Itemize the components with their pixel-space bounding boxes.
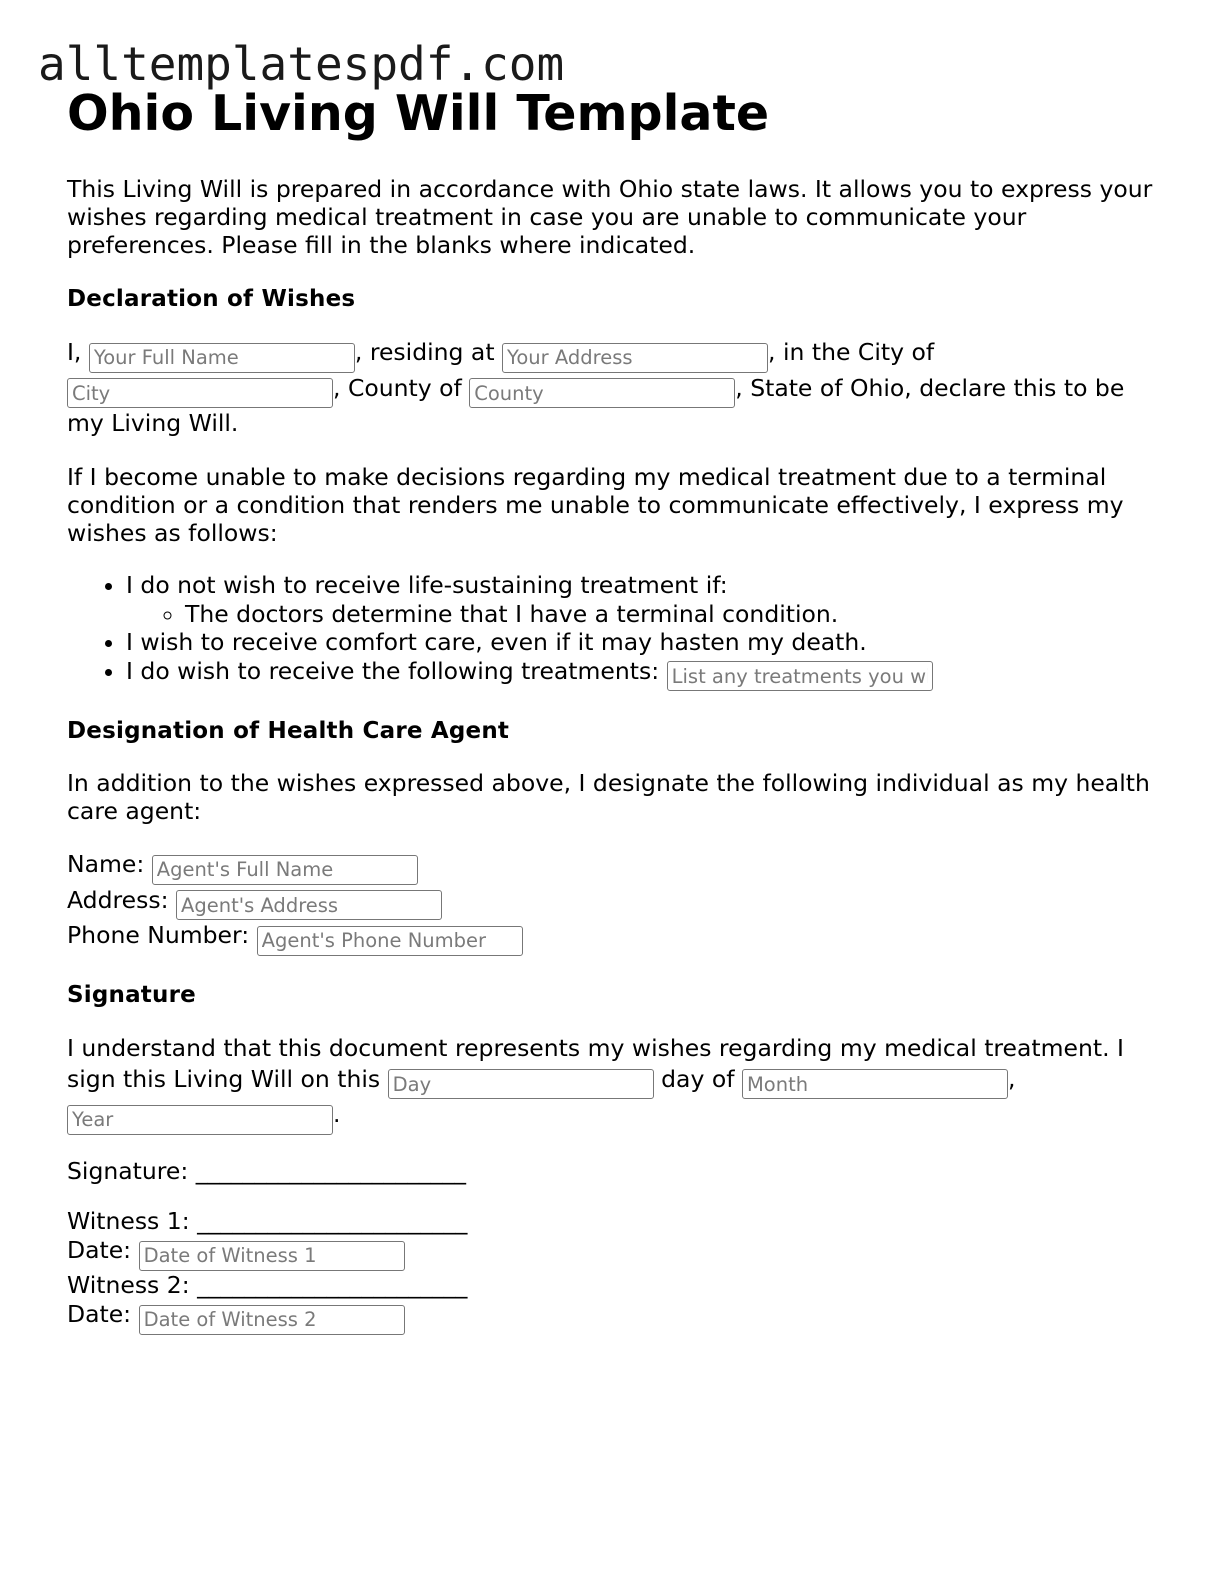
signature-line[interactable]: _______________________ [195,1156,467,1185]
list-item [126,657,1157,692]
agent-heading: Designation of Health Care Agent [67,718,510,744]
declaration-paragraph [67,337,1157,439]
signature-text-3: , [1007,1064,1016,1093]
wish-comfort-care: I wish to receive comfort care, even if it may hasten my death. [126,628,867,656]
agent-name-label: Name: [67,850,145,878]
address-input[interactable] [502,343,768,373]
list-item [185,600,1157,629]
witness-block [67,1207,1157,1335]
full-name-input[interactable] [89,343,355,373]
document-page [67,86,1157,1335]
signature-label: Signature: [67,1156,189,1185]
wish-no-life-sustaining: I do not wish to receive life-sustaining treatment if: [126,571,728,599]
witness1-date-input[interactable] [139,1241,405,1271]
witness2-label: Witness 2: [67,1270,190,1299]
site-watermark: alltemplatespdf.com [38,37,565,91]
declaration-text-3: , in the City of [768,338,935,366]
agent-name-input[interactable] [152,855,418,885]
year-input[interactable] [67,1105,333,1135]
signature-text-2: day of [661,1064,735,1093]
agent-address-label: Address: [67,885,169,914]
terminal-condition-paragraph: If I become unable to make decisions regarding my medical treatment due to a terminal condition or a condition that renders me unable to communicate effectively, I express my wishes as follows: [67,463,1124,547]
witness1-line[interactable]: _______________________ [197,1206,468,1235]
month-input[interactable] [742,1069,1008,1099]
treatments-input[interactable] [667,661,933,691]
intro-paragraph: This Living Will is prepared in accordance with Ohio state laws. It allows you to express your wishes regarding medical treatment in case you are unable to communicate your preferences. Please fill in the blanks where indicated. [67,175,1153,259]
witness1-label: Witness 1: [67,1206,190,1235]
county-input[interactable] [469,378,735,408]
agent-phone-label: Phone Number: [67,921,250,949]
date1-label: Date: [67,1236,132,1264]
agent-address-input[interactable] [176,890,442,920]
agent-phone-input[interactable] [257,926,523,956]
list-item [126,628,1157,657]
list-item [126,571,1157,628]
wish-treatments: I do wish to receive the following treatments: [126,656,660,685]
signature-text-4: . [333,1100,341,1128]
declaration-text-1: I, [67,338,82,366]
declaration-text-2: , residing at [354,338,495,366]
agent-fields [67,849,1157,956]
day-input[interactable] [388,1069,654,1099]
signature-heading: Signature [67,981,196,1008]
signature-text-1: I understand that this document represents my wishes regarding my medical treatment. I sign this Living Will on this [67,1033,1124,1093]
wish-terminal-condition: The doctors determine that I have a terminal condition. [185,599,839,628]
wishes-list [67,571,1157,691]
witness2-line[interactable]: _______________________ [197,1270,468,1299]
witness2-date-input[interactable] [139,1305,405,1335]
declaration-text-4: , County of [333,373,462,402]
city-input[interactable] [67,378,333,408]
date2-label: Date: [67,1300,132,1328]
signature-paragraph [67,1033,1157,1135]
declaration-text-5: , State of Ohio, declare this to be my Living Will. [67,373,1125,437]
declaration-heading: Declaration of Wishes [67,286,356,312]
signature-line-row [67,1157,1157,1185]
page-title: Ohio Living Will Template [67,85,770,142]
wishes-sublist [126,600,1157,629]
agent-intro-paragraph: In addition to the wishes expressed above, I designate the following individual as my health care agent: [67,769,1150,825]
